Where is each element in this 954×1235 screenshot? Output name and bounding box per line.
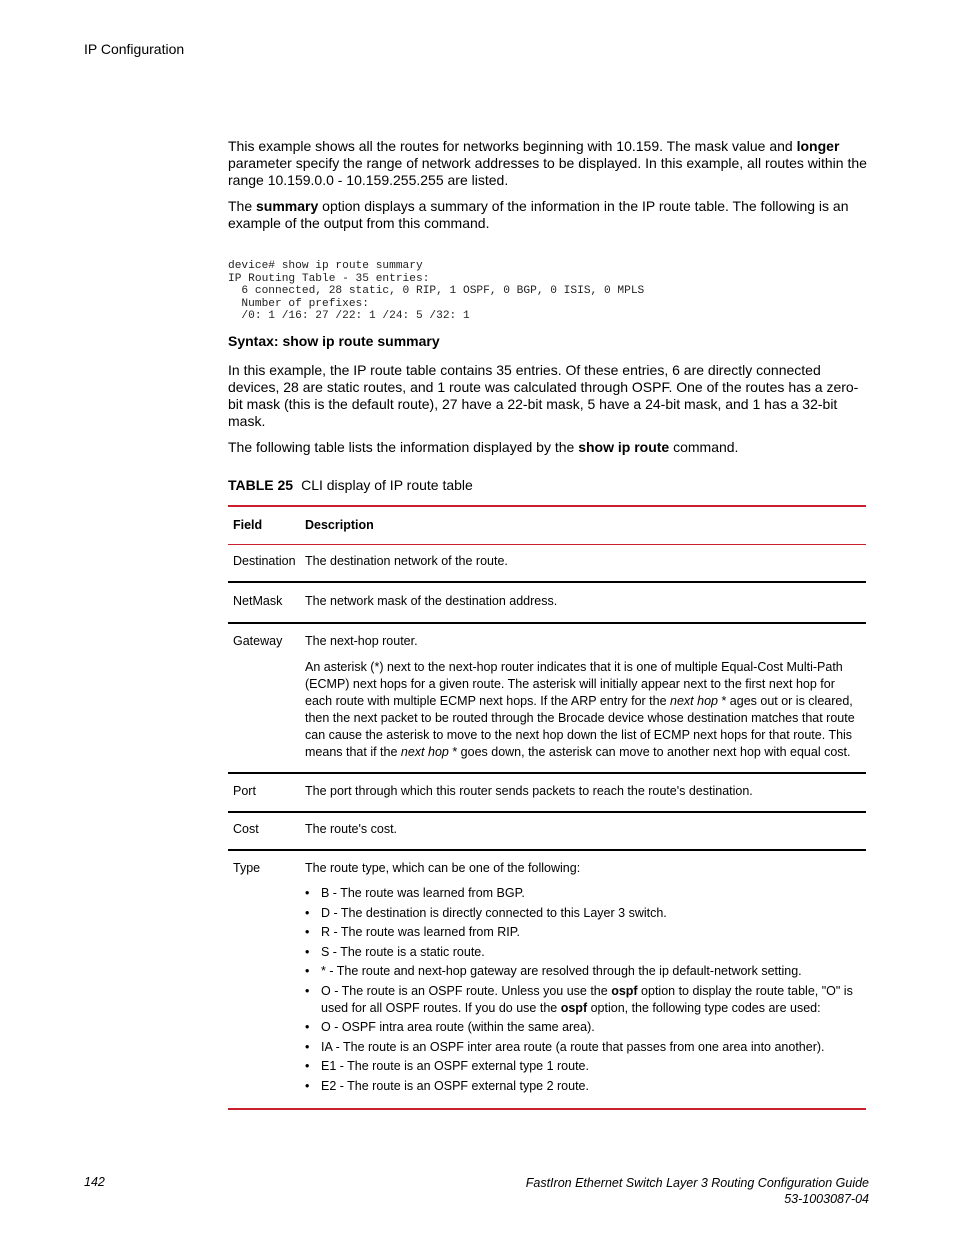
main-content — [228, 138, 868, 494]
field-name: Destination — [228, 545, 305, 583]
list-item: • IA - The route is an OSPF inter area route (a route that passes from one area into another). — [305, 1039, 858, 1056]
guide-title: FastIron Ethernet Switch Layer 3 Routing Configuration Guide — [525, 1176, 869, 1190]
page-number: 142 — [84, 1175, 105, 1189]
text-span: option displays a summary of the information in the IP route table. The following is an example of the output from this command. — [228, 198, 849, 231]
list-item: • * - The route and next-hop gateway are resolved through the ip default-network setting. — [305, 963, 858, 980]
list-item: • O - OSPF intra area route (within the same area). — [305, 1019, 858, 1036]
list-item: • B - The route was learned from BGP. — [305, 885, 858, 902]
field-name: Cost — [228, 812, 305, 850]
field-description — [305, 623, 866, 773]
gateway-desc-1: The next-hop router. — [305, 634, 418, 648]
text-span: This example shows all the routes for networks beginning with 10.159. The mask value and — [228, 138, 797, 154]
list-item: • E2 - The route is an OSPF external type 2 route. — [305, 1078, 858, 1095]
field-name: Type — [228, 850, 305, 1109]
field-name: Gateway — [228, 623, 305, 773]
table-row — [228, 812, 866, 850]
command-name: show ip route — [578, 438, 670, 455]
table-title: CLI display of IP route table — [301, 476, 473, 493]
field-description — [305, 850, 866, 1109]
route-fields-table — [228, 505, 866, 1110]
list-item: • E1 - The route is an OSPF external type 1 route. — [305, 1058, 858, 1075]
list-item: • S - The route is a static route. — [305, 944, 858, 961]
column-header-field: Field — [228, 506, 305, 545]
keyword-summary: summary — [256, 198, 319, 214]
text-span: The — [228, 198, 257, 214]
field-description: The network mask of the destination address. — [305, 582, 866, 623]
table-lead-paragraph — [228, 439, 868, 456]
keyword-longer: longer — [796, 138, 840, 154]
list-item: • D - The destination is directly connected to this Layer 3 switch. — [305, 905, 858, 922]
table-number: TABLE 25 — [228, 476, 294, 493]
text-span: parameter specify the range of network addresses to be displayed. In this example, all routes within the range 10.159.0.0 - 10.159.255.255 are listed. — [228, 155, 867, 188]
italic-term: next hop — [670, 694, 718, 708]
column-header-description: Description — [305, 506, 866, 545]
table-row — [228, 850, 866, 1109]
type-code-list — [305, 885, 858, 1095]
syntax-line: Syntax: show ip route summary — [228, 332, 440, 349]
intro-paragraph-1 — [228, 138, 868, 189]
document-number: 53-1003087-04 — [784, 1192, 869, 1206]
keyword-ospf: ospf — [560, 1000, 588, 1015]
footer-doc-info — [526, 1175, 869, 1207]
field-description: The destination network of the route. — [305, 545, 866, 583]
table-row — [228, 773, 866, 812]
running-header: IP Configuration — [84, 41, 185, 57]
text-span: The following table lists the information displayed by the — [228, 438, 579, 455]
field-description: The port through which this router sends packets to reach the route's destination. — [305, 773, 866, 812]
text-span: command. — [669, 438, 739, 455]
italic-term: next hop — [400, 745, 449, 759]
field-description: The route's cost. — [305, 812, 866, 850]
text-span: * ages out or is cleared, then the next packet to be routed through the Brocade device whose destination matches that route can cause the asterisk to move to the next hop down the list of ECMP next hops for that route. This means that if the — [305, 694, 855, 759]
intro-paragraph-2 — [228, 198, 868, 232]
explanation-paragraph: In this example, the IP route table contains 35 entries. Of these entries, 6 are directly connected devices, 28 are static routes, and 1 route was calculated through OSPF. One of the routes has a zero-bit mask (this is the default route), 27 have a 22-bit mask, 5 have a 24-bit mask, and 1 has a 32-bit mask. — [228, 361, 859, 429]
text-span: An asterisk (*) next to the next-hop router indicates that it is one of multiple Equal-Cost Multi-Path (ECMP) next hops for a given route. The asterisk will initially appear next to the first next hop for each route with multiple ECMP next hops. If the ARP entry for the — [305, 660, 843, 708]
gateway-desc-2 — [305, 659, 858, 761]
table-caption — [228, 477, 868, 494]
table-row — [228, 623, 866, 773]
list-item — [305, 983, 858, 1017]
cli-output-block: device# show ip route summary IP Routing Table - 35 entries: 6 connected, 28 static, 0 RIP, 1 OSPF, 0 BGP, 0 ISIS, 0 MPLS Number of prefixes: /0: 1 /16: 27 /22: 1 /24: 5 /32: 1 — [228, 260, 645, 322]
table-row — [228, 582, 866, 623]
text-span: option to display the route table, "O" is used for all OSPF routes. If you do use the — [321, 983, 853, 1015]
type-intro: The route type, which can be one of the following: — [305, 861, 581, 875]
keyword-ospf: ospf — [611, 983, 638, 998]
list-item: • R - The route was learned from RIP. — [305, 924, 858, 941]
text-span: option, the following type codes are used: — [587, 1000, 821, 1015]
table-row — [228, 545, 866, 583]
text-span: * goes down, the asterisk can move to another next hop with equal cost. — [448, 745, 851, 759]
field-name: Port — [228, 773, 305, 812]
field-name: NetMask — [228, 582, 305, 623]
table-header-row — [228, 506, 866, 545]
text-span: O - The route is an OSPF route. Unless you use the — [321, 983, 612, 998]
